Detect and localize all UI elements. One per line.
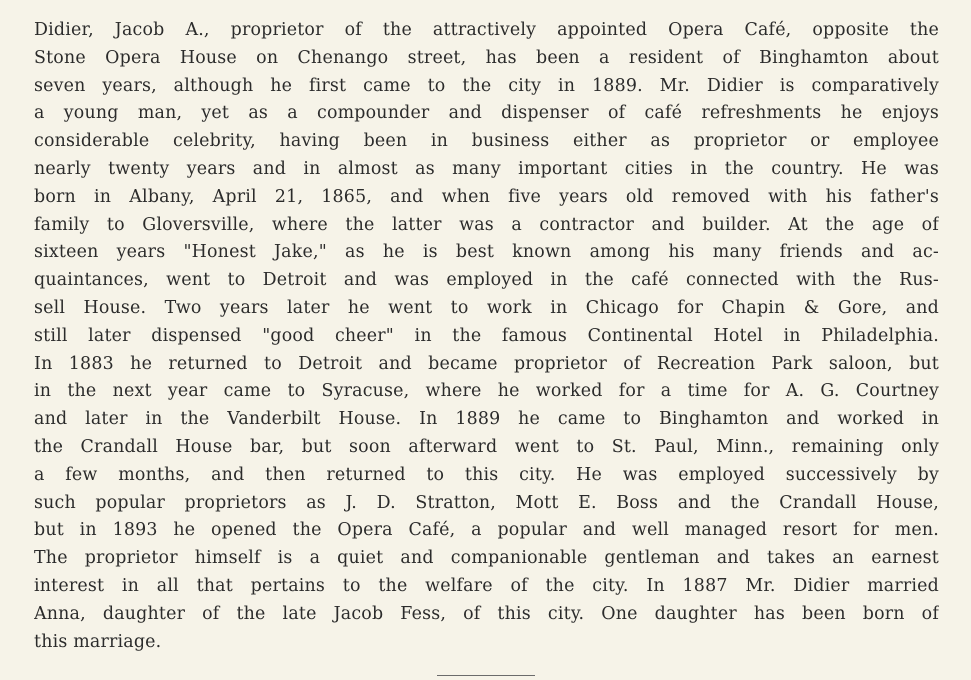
text-line: Anna, daughter of the late Jacob Fess, of this city. One daughter has been born of <box>34 603 939 624</box>
text-line: still later dispensed "good cheer" in the famous Continental Hotel in Philadelphia. <box>34 325 939 346</box>
text-line: seven years, although he first came to the city in 1889. Mr. Didier is comparatively <box>34 75 939 96</box>
text-line: The proprietor himself is a quiet and companionable gentleman and takes an earnest <box>34 548 939 569</box>
text-line: family to Gloversville, where the latter was a contractor and builder. At the age of <box>34 214 939 235</box>
text-line: Stone Opera House on Chenango street, has been a resident of Binghamton about <box>34 47 939 68</box>
text-line: nearly twenty years and in almost as many important cities in the country. He was <box>34 158 939 179</box>
text-line: a young man, yet as a compounder and dispenser of café refreshments he enjoys <box>34 103 939 124</box>
text-line: in the next year came to Syracuse, where he worked for a time for A. G. Courtney <box>34 381 939 402</box>
section-divider-rule <box>437 675 535 676</box>
biography-paragraph <box>34 17 939 656</box>
text-line: a few months, and then returned to this city. He was employed successively by <box>34 464 939 485</box>
text-line: born in Albany, April 21, 1865, and when five years old removed with his father's <box>34 186 939 207</box>
text-line: In 1883 he returned to Detroit and became proprietor of Recreation Park saloon, but <box>34 353 939 374</box>
text-line-last: this marriage. <box>34 631 162 652</box>
text-line: sixteen years "Honest Jake," as he is best known among his many friends and ac- <box>34 242 939 263</box>
text-line: the Crandall House bar, but soon afterward went to St. Paul, Minn., remaining only <box>34 436 939 457</box>
text-line: and later in the Vanderbilt House. In 1889 he came to Binghamton and worked in <box>34 409 939 430</box>
text-line: considerable celebrity, having been in business either as proprietor or employee <box>34 131 939 152</box>
text-line: but in 1893 he opened the Opera Café, a popular and well managed resort for men. <box>34 520 939 541</box>
text-line: such popular proprietors as J. D. Stratton, Mott E. Boss and the Crandall House, <box>34 492 939 513</box>
text-line: interest in all that pertains to the welfare of the city. In 1887 Mr. Didier married <box>34 575 939 596</box>
text-line: quaintances, went to Detroit and was employed in the café connected with the Rus- <box>34 270 939 291</box>
text-line: Didier, Jacob A., proprietor of the attractively appointed Opera Café, opposite the <box>34 20 939 40</box>
text-line: sell House. Two years later he went to work in Chicago for Chapin & Gore, and <box>34 297 939 318</box>
